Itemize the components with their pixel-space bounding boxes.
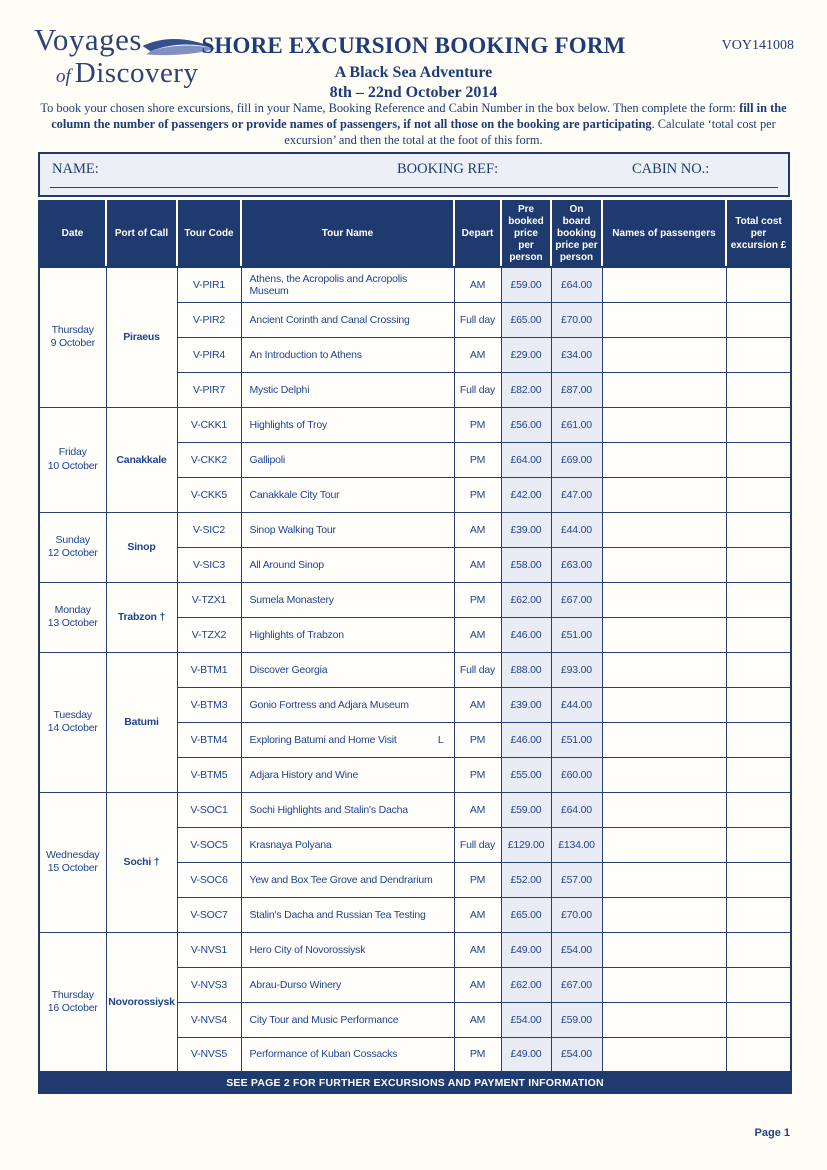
port-of-call-cell: Trabzon †: [106, 582, 177, 652]
tour-row: [39, 267, 791, 302]
logo-word-voyages: Voyages: [34, 22, 142, 57]
form-code: VOY141008: [721, 38, 794, 53]
total-cost-write-in-cell: [726, 337, 791, 372]
tour-code-cell: V-SOC7: [177, 897, 241, 932]
column-header-5: Depart: [454, 201, 501, 267]
tour-code-cell: V-NVS4: [177, 1002, 241, 1037]
excursion-table-wrap: [38, 200, 792, 1094]
booking-ref-label: BOOKING REF:: [397, 161, 499, 177]
column-header-4: Tour Name: [241, 201, 454, 267]
column-header-3: Tour Code: [177, 201, 241, 267]
depart-cell: PM: [454, 477, 501, 512]
tour-name-cell: [241, 827, 454, 862]
depart-cell: AM: [454, 512, 501, 547]
depart-cell: PM: [454, 442, 501, 477]
passengers-write-in-cell: [602, 617, 726, 652]
instructions-part1: To book your chosen shore excursions, fill in your Name, Booking Reference and Cabin Number in the box below. Then complete the form:: [40, 101, 740, 115]
tour-name-text: Highlights of Troy: [249, 418, 328, 431]
date-cell: [39, 792, 106, 932]
total-cost-write-in-cell: [726, 407, 791, 442]
date-cell: [39, 267, 106, 407]
tour-code-cell: V-SIC2: [177, 512, 241, 547]
port-of-call-cell: Sochi †: [106, 792, 177, 932]
total-cost-write-in-cell: [726, 1037, 791, 1072]
tour-name-cell: [241, 442, 454, 477]
tour-code-cell: V-NVS1: [177, 932, 241, 967]
tour-name-cell: [241, 372, 454, 407]
total-cost-write-in-cell: [726, 547, 791, 582]
on-board-price-cell: £44.00: [551, 687, 602, 722]
total-cost-write-in-cell: [726, 792, 791, 827]
depart-cell: Full day: [454, 302, 501, 337]
pre-booked-price-cell: £42.00: [501, 477, 551, 512]
passengers-write-in-cell: [602, 512, 726, 547]
tour-name-text: Gonio Fortress and Adjara Museum: [249, 698, 409, 711]
tour-name-cell: [241, 722, 454, 757]
depart-cell: AM: [454, 617, 501, 652]
tour-code-cell: V-TZX1: [177, 582, 241, 617]
depart-cell: PM: [454, 582, 501, 617]
passengers-write-in-cell: [602, 967, 726, 1002]
passengers-write-in-cell: [602, 442, 726, 477]
pre-booked-price-cell: £49.00: [501, 1037, 551, 1072]
total-cost-write-in-cell: [726, 442, 791, 477]
pre-booked-price-cell: £55.00: [501, 757, 551, 792]
pre-booked-price-cell: £49.00: [501, 932, 551, 967]
date-day: Monday: [54, 603, 91, 616]
pre-booked-price-cell: £64.00: [501, 442, 551, 477]
tour-row: [39, 512, 791, 547]
column-header-7: On board booking price per person: [551, 201, 602, 267]
tour-name-cell: [241, 652, 454, 687]
depart-cell: Full day: [454, 827, 501, 862]
instructions-bold: fill in the column the number of passengers or provide names of passengers, if not all those on the booking are participating: [51, 101, 787, 131]
pre-booked-price-cell: £65.00: [501, 302, 551, 337]
total-cost-write-in-cell: [726, 687, 791, 722]
tour-row: [39, 792, 791, 827]
tour-name-text: Krasnaya Polyana: [249, 838, 332, 851]
passengers-write-in-cell: [602, 687, 726, 722]
tour-name-cell: [241, 897, 454, 932]
passengers-write-in-cell: [602, 862, 726, 897]
pre-booked-price-cell: £39.00: [501, 687, 551, 722]
pre-booked-price-cell: £46.00: [501, 722, 551, 757]
tour-code-cell: V-SOC1: [177, 792, 241, 827]
tour-code-cell: V-NVS3: [177, 967, 241, 1002]
tour-name-cell: [241, 1037, 454, 1072]
tour-name-text: Yew and Box Tee Grove and Dendrarium: [249, 873, 433, 886]
passengers-write-in-cell: [602, 372, 726, 407]
pre-booked-price-cell: £56.00: [501, 407, 551, 442]
depart-cell: PM: [454, 862, 501, 897]
passengers-write-in-cell: [602, 652, 726, 687]
tour-code-cell: V-CKK5: [177, 477, 241, 512]
on-board-price-cell: £67.00: [551, 582, 602, 617]
total-cost-write-in-cell: [726, 862, 791, 897]
tour-name-cell: [241, 792, 454, 827]
on-board-price-cell: £70.00: [551, 302, 602, 337]
depart-cell: AM: [454, 687, 501, 722]
tour-name-text: Exploring Batumi and Home Visit: [249, 733, 397, 746]
tour-code-cell: V-SOC6: [177, 862, 241, 897]
passengers-write-in-cell: [602, 792, 726, 827]
pre-booked-price-cell: £59.00: [501, 267, 551, 302]
date-cell: [39, 512, 106, 582]
date-day: Friday: [58, 446, 87, 459]
tour-name-cell: [241, 477, 454, 512]
depart-cell: AM: [454, 337, 501, 372]
date-value: 15 October: [47, 862, 98, 874]
pre-booked-price-cell: £59.00: [501, 792, 551, 827]
tour-name-cell: [241, 617, 454, 652]
tour-name-text: Sochi Highlights and Stalin's Dacha: [249, 803, 408, 816]
date-value: 10 October: [47, 459, 98, 472]
total-cost-write-in-cell: [726, 1002, 791, 1037]
total-cost-write-in-cell: [726, 932, 791, 967]
instructions-part2: . Calculate ‘total cost per excursion’ and then the total at the foot of this form.: [284, 116, 776, 147]
tour-name-text: Performance of Kuban Cossacks: [249, 1048, 398, 1061]
table-header: [39, 201, 791, 267]
passengers-write-in-cell: [602, 407, 726, 442]
pre-booked-price-cell: £39.00: [501, 512, 551, 547]
tour-row: [39, 582, 791, 617]
pre-booked-price-cell: £129.00: [501, 827, 551, 862]
depart-cell: AM: [454, 792, 501, 827]
tour-name-text: Ancient Corinth and Canal Crossing: [249, 313, 410, 326]
column-header-8: Names of passengers: [602, 201, 726, 267]
pre-booked-price-cell: £46.00: [501, 617, 551, 652]
date-day: Thursday: [51, 324, 94, 337]
tour-name-text: Abrau-Durso Winery: [249, 978, 342, 991]
write-in-line: [50, 187, 778, 188]
pre-booked-price-cell: £65.00: [501, 897, 551, 932]
depart-cell: AM: [454, 897, 501, 932]
depart-cell: Full day: [454, 652, 501, 687]
passengers-write-in-cell: [602, 1002, 726, 1037]
on-board-price-cell: £51.00: [551, 617, 602, 652]
page-title: SHORE EXCURSION BOOKING FORM: [201, 33, 626, 58]
total-cost-write-in-cell: [726, 512, 791, 547]
tour-code-cell: V-BTM3: [177, 687, 241, 722]
on-board-price-cell: £134.00: [551, 827, 602, 862]
total-cost-write-in-cell: [726, 967, 791, 1002]
on-board-price-cell: £59.00: [551, 1002, 602, 1037]
lunch-indicator: L: [437, 733, 444, 746]
date-day: Tuesday: [53, 708, 92, 721]
passengers-write-in-cell: [602, 267, 726, 302]
tour-name-text: City Tour and Music Performance: [249, 1013, 399, 1026]
total-cost-write-in-cell: [726, 897, 791, 932]
depart-cell: PM: [454, 757, 501, 792]
port-of-call-cell: Novorossiysk: [106, 932, 177, 1072]
cabin-no-label: CABIN NO.:: [632, 161, 710, 177]
on-board-price-cell: £64.00: [551, 267, 602, 302]
on-board-price-cell: £54.00: [551, 1037, 602, 1072]
total-cost-write-in-cell: [726, 652, 791, 687]
passengers-write-in-cell: [602, 547, 726, 582]
date-value: 12 October: [47, 547, 98, 559]
tour-name-text: Athens, the Acropolis and Acropolis Museum: [249, 272, 408, 297]
tour-code-cell: V-TZX2: [177, 617, 241, 652]
tour-name-cell: [241, 687, 454, 722]
tour-code-cell: V-SIC3: [177, 547, 241, 582]
tour-name-cell: [241, 547, 454, 582]
date-cell: [39, 652, 106, 792]
on-board-price-cell: £44.00: [551, 512, 602, 547]
date-day: Wednesday: [46, 848, 100, 861]
total-cost-write-in-cell: [726, 477, 791, 512]
port-of-call-cell: Canakkale: [106, 407, 177, 512]
tour-name-text: Canakkale City Tour: [249, 488, 340, 501]
port-of-call-cell: Sinop: [106, 512, 177, 582]
cruise-dates: 8th – 22nd October 2014: [329, 84, 498, 101]
port-of-call-cell: Batumi: [106, 652, 177, 792]
tour-name-text: Stalin's Dacha and Russian Tea Testing: [249, 908, 426, 921]
passengers-write-in-cell: [602, 757, 726, 792]
guest-details-box: [38, 152, 790, 197]
date-cell: [39, 582, 106, 652]
tour-name-cell: [241, 932, 454, 967]
on-board-price-cell: £60.00: [551, 757, 602, 792]
date-cell: [39, 932, 106, 1072]
date-cell: [39, 407, 106, 512]
on-board-price-cell: £47.00: [551, 477, 602, 512]
title-block: [0, 33, 827, 102]
total-cost-write-in-cell: [726, 302, 791, 337]
total-cost-write-in-cell: [726, 372, 791, 407]
depart-cell: PM: [454, 722, 501, 757]
tour-name-text: Discover Georgia: [249, 663, 328, 676]
depart-cell: AM: [454, 547, 501, 582]
tour-name-cell: [241, 967, 454, 1002]
pre-booked-price-cell: £29.00: [501, 337, 551, 372]
depart-cell: AM: [454, 967, 501, 1002]
on-board-price-cell: £69.00: [551, 442, 602, 477]
column-header-6: Pre booked price per person: [501, 201, 551, 267]
column-header-1: Date: [39, 201, 106, 267]
tour-name-cell: [241, 757, 454, 792]
tour-row: [39, 652, 791, 687]
on-board-price-cell: £57.00: [551, 862, 602, 897]
total-cost-write-in-cell: [726, 617, 791, 652]
total-cost-write-in-cell: [726, 827, 791, 862]
cruise-name: A Black Sea Adventure: [334, 64, 493, 81]
passengers-write-in-cell: [602, 1037, 726, 1072]
tour-code-cell: V-CKK1: [177, 407, 241, 442]
tour-code-cell: V-SOC5: [177, 827, 241, 862]
depart-cell: Full day: [454, 372, 501, 407]
tour-name-text: Highlights of Trabzon: [249, 628, 344, 641]
date-day: Sunday: [55, 533, 90, 546]
tour-code-cell: V-BTM1: [177, 652, 241, 687]
tour-name-text: Adjara History and Wine: [249, 768, 359, 781]
on-board-price-cell: £70.00: [551, 897, 602, 932]
tour-name-cell: [241, 337, 454, 372]
date-value: 9 October: [50, 337, 95, 350]
tour-name-cell: [241, 862, 454, 897]
tour-name-cell: [241, 512, 454, 547]
on-board-price-cell: £93.00: [551, 652, 602, 687]
depart-cell: PM: [454, 1037, 501, 1072]
tour-code-cell: V-BTM4: [177, 722, 241, 757]
instructions-text: [36, 101, 791, 149]
see-page-2-banner: SEE PAGE 2 FOR FURTHER EXCURSIONS AND PAYMENT INFORMATION: [39, 1072, 791, 1093]
tour-code-cell: V-PIR1: [177, 267, 241, 302]
tour-name-cell: [241, 407, 454, 442]
logo-word-of: of: [56, 66, 71, 87]
pre-booked-price-cell: £58.00: [501, 547, 551, 582]
tour-name-text: Hero City of Novorossiysk: [249, 943, 366, 956]
on-board-price-cell: £87.00: [551, 372, 602, 407]
tour-name-text: Gallipoli: [249, 453, 286, 466]
passengers-write-in-cell: [602, 722, 726, 757]
pre-booked-price-cell: £52.00: [501, 862, 551, 897]
passengers-write-in-cell: [602, 302, 726, 337]
date-value: 14 October: [47, 722, 98, 734]
tour-name-text: Sinop Walking Tour: [249, 523, 336, 536]
name-label: NAME:: [52, 161, 99, 177]
excursion-table: [38, 200, 792, 1094]
port-of-call-cell: Piraeus: [106, 267, 177, 407]
logo-word-discovery: Discovery: [74, 57, 199, 89]
date-day: Thursday: [51, 988, 94, 1001]
pre-booked-price-cell: £62.00: [501, 967, 551, 1002]
tour-name-text: An Introduction to Athens: [249, 348, 362, 361]
passengers-write-in-cell: [602, 897, 726, 932]
column-header-9: Total cost per excursion £: [726, 201, 791, 267]
passengers-write-in-cell: [602, 582, 726, 617]
total-cost-write-in-cell: [726, 757, 791, 792]
depart-cell: AM: [454, 267, 501, 302]
tour-name-cell: [241, 1002, 454, 1037]
passengers-write-in-cell: [602, 337, 726, 372]
tour-code-cell: V-PIR4: [177, 337, 241, 372]
on-board-price-cell: £67.00: [551, 967, 602, 1002]
on-board-price-cell: £54.00: [551, 932, 602, 967]
pre-booked-price-cell: £88.00: [501, 652, 551, 687]
column-header-2: Port of Call: [106, 201, 177, 267]
page-number: Page 1: [754, 1127, 790, 1139]
tour-code-cell: V-CKK2: [177, 442, 241, 477]
tour-name-text: Mystic Delphi: [249, 383, 310, 396]
tour-name-text: Sumela Monastery: [249, 593, 334, 606]
passengers-write-in-cell: [602, 827, 726, 862]
pre-booked-price-cell: £54.00: [501, 1002, 551, 1037]
date-value: 13 October: [47, 617, 98, 629]
pre-booked-price-cell: £82.00: [501, 372, 551, 407]
date-value: 16 October: [47, 1001, 98, 1014]
total-cost-write-in-cell: [726, 722, 791, 757]
tour-code-cell: V-PIR7: [177, 372, 241, 407]
on-board-price-cell: £61.00: [551, 407, 602, 442]
depart-cell: AM: [454, 1002, 501, 1037]
tour-code-cell: V-NVS5: [177, 1037, 241, 1072]
tour-name-cell: [241, 582, 454, 617]
on-board-price-cell: £34.00: [551, 337, 602, 372]
passengers-write-in-cell: [602, 932, 726, 967]
passengers-write-in-cell: [602, 477, 726, 512]
tour-row: [39, 932, 791, 967]
total-cost-write-in-cell: [726, 267, 791, 302]
tour-name-cell: [241, 302, 454, 337]
on-board-price-cell: £51.00: [551, 722, 602, 757]
tour-row: [39, 407, 791, 442]
depart-cell: PM: [454, 407, 501, 442]
tour-code-cell: V-PIR2: [177, 302, 241, 337]
tour-name-cell: [241, 267, 454, 302]
depart-cell: AM: [454, 932, 501, 967]
tour-code-cell: V-BTM5: [177, 757, 241, 792]
on-board-price-cell: £64.00: [551, 792, 602, 827]
pre-booked-price-cell: £62.00: [501, 582, 551, 617]
total-cost-write-in-cell: [726, 582, 791, 617]
tour-name-text: All Around Sinop: [249, 558, 324, 571]
on-board-price-cell: £63.00: [551, 547, 602, 582]
